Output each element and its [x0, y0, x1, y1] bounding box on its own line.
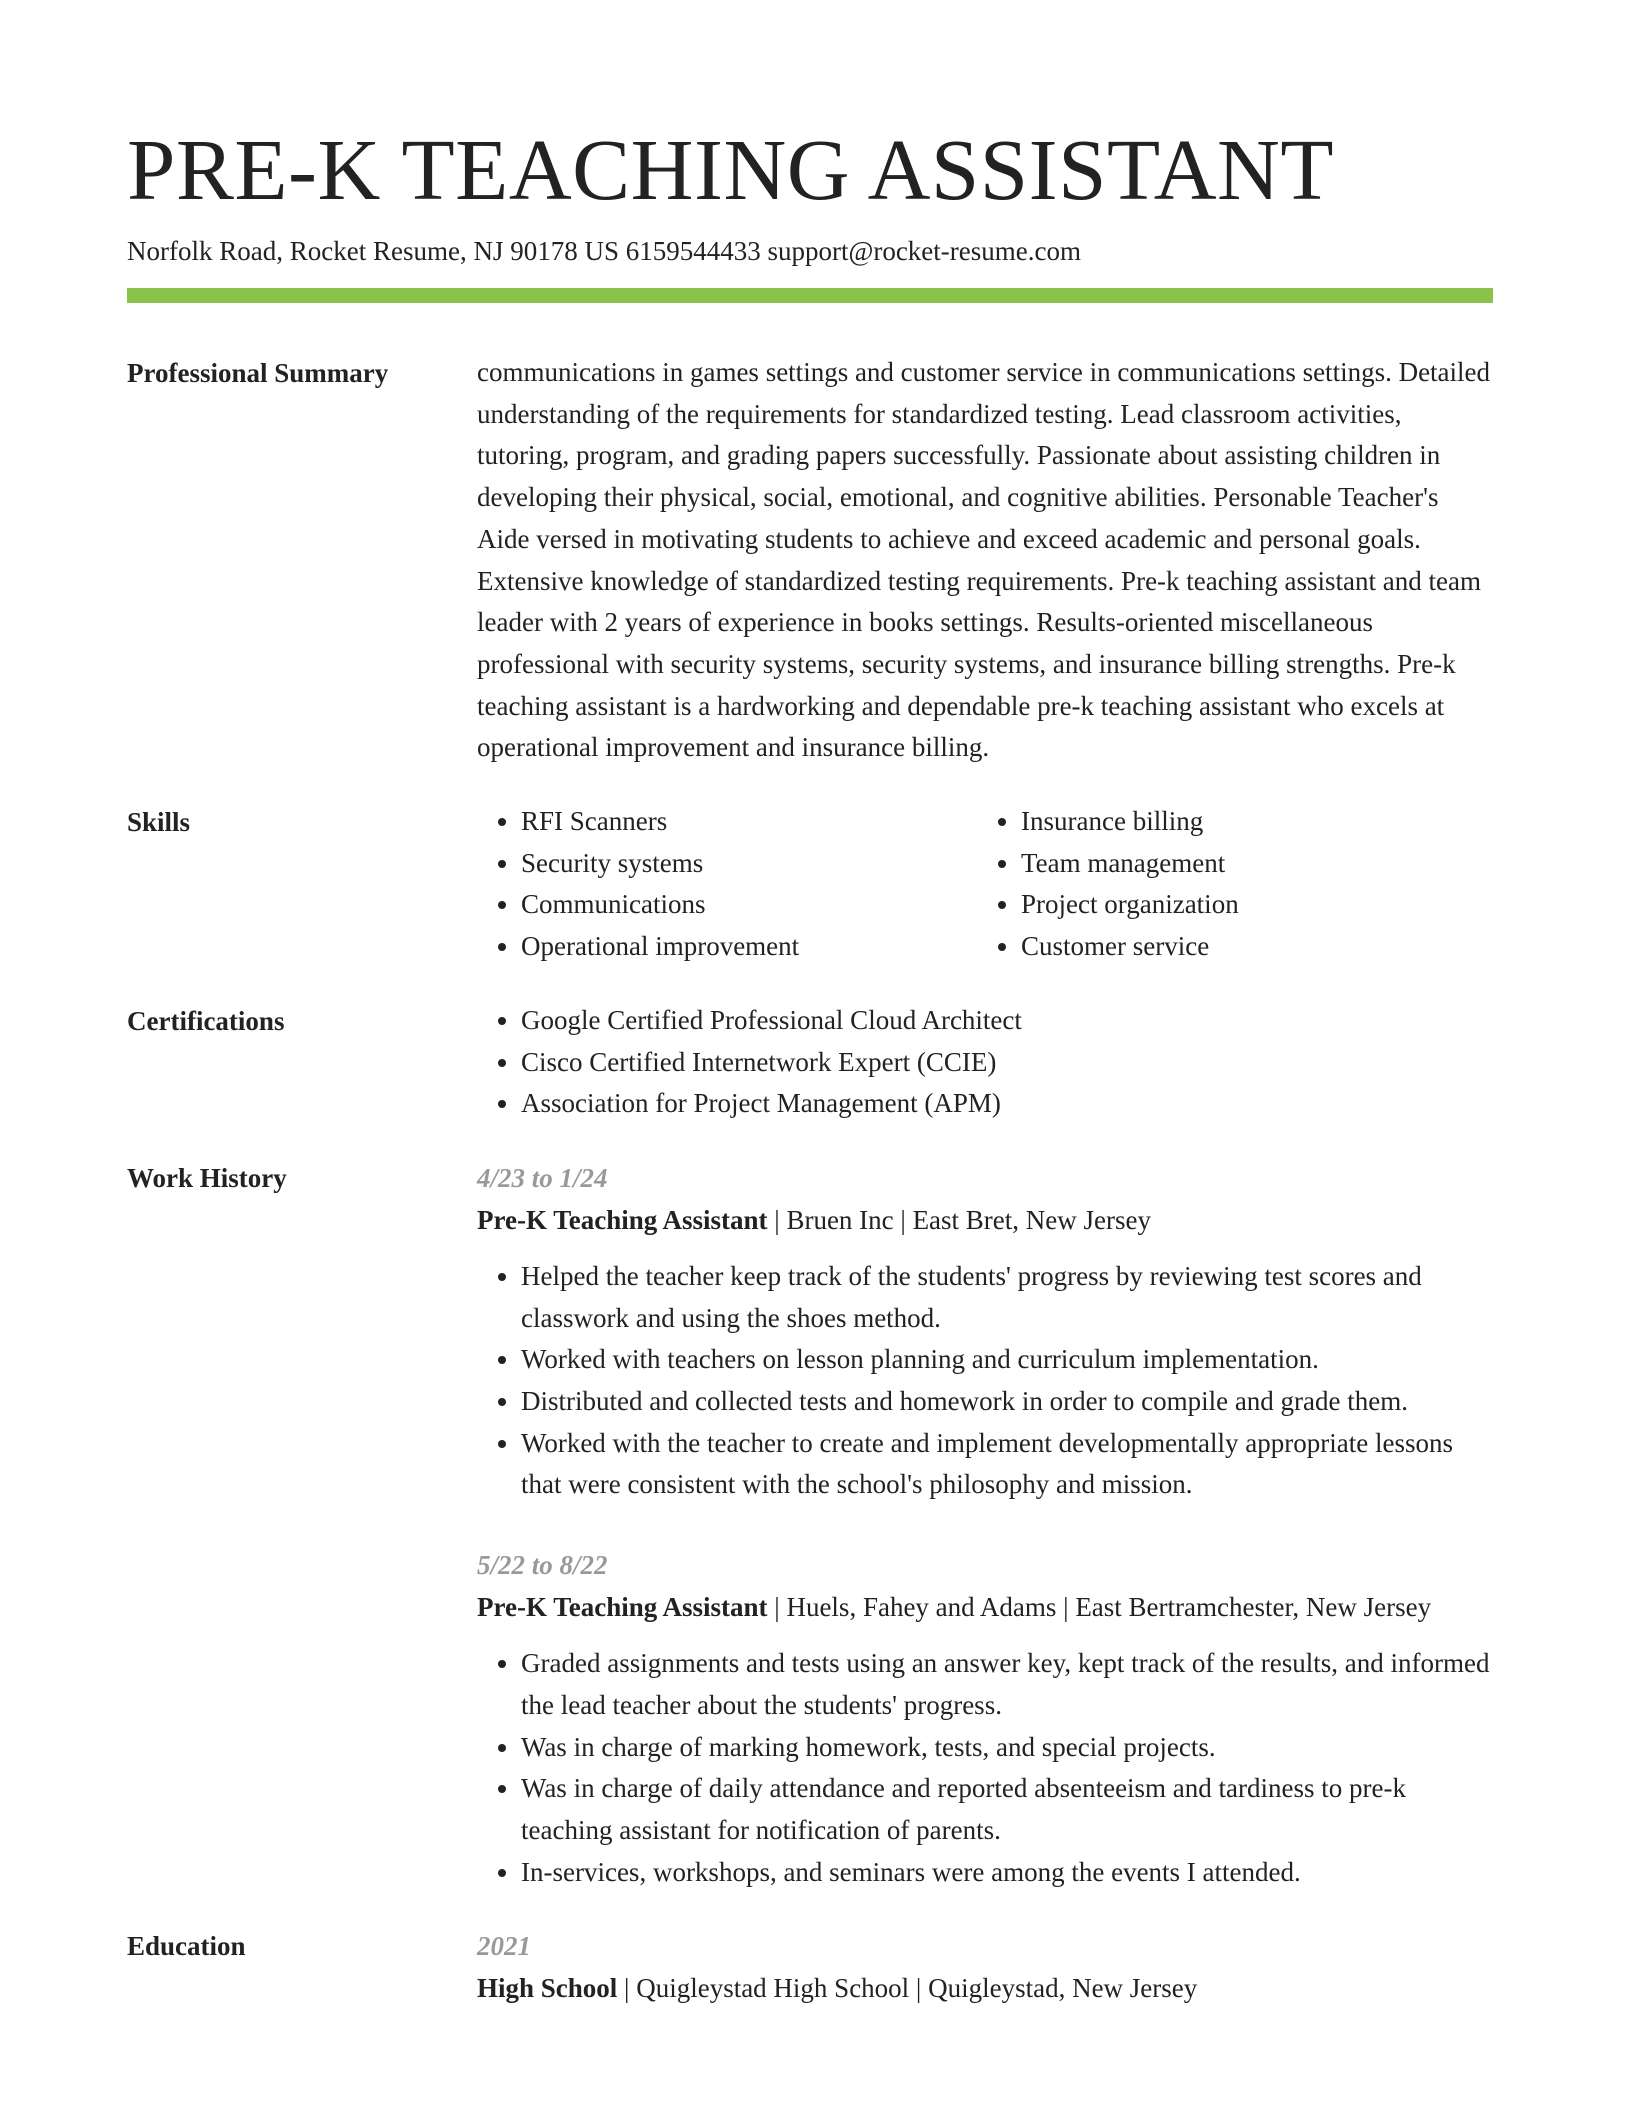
job-bullet: • Was in charge of daily attendance and reported absenteeism and tardiness to pre-k teaching assistant for notification of parents. — [521, 1768, 1493, 1851]
job-bullet: • In-services, workshops, and seminars were among the events I attended. — [521, 1852, 1493, 1894]
skill-item: • Project organization — [1021, 884, 1457, 926]
job-bullet: • Distributed and collected tests and homework in order to compile and grade them. — [521, 1381, 1493, 1423]
certifications-section — [127, 1000, 1493, 1125]
skill-item: • Communications — [521, 884, 977, 926]
job-bullet: • Worked with teachers on lesson planning and curriculum implementation. — [521, 1339, 1493, 1381]
certification-item: • Cisco Certified Internetwork Expert (CCIE) — [521, 1042, 1493, 1084]
job-details: | Huels, Fahey and Adams | East Bertramchester, New Jersey — [767, 1592, 1432, 1623]
certifications-label: Certifications — [127, 1005, 285, 1036]
education-section — [127, 1925, 1493, 2009]
contact-line: Norfolk Road, Rocket Resume, NJ 90178 US 6159544433 support@rocket-resume.com — [127, 236, 1081, 266]
job-details: | Bruen Inc | East Bret, New Jersey — [767, 1204, 1151, 1235]
header-divider — [127, 288, 1493, 303]
certification-item: • Google Certified Professional Cloud Architect — [521, 1000, 1493, 1042]
skill-item: • Security systems — [521, 843, 977, 885]
job-bullet: • Helped the teacher keep track of the students' progress by reviewing test scores and classwork and using the shoes method. — [521, 1256, 1493, 1339]
summary-label: Professional Summary — [127, 358, 389, 388]
skills-list-column-1 — [477, 801, 977, 968]
skill-item: • Customer service — [1021, 926, 1457, 968]
education-degree: High School — [477, 1973, 618, 2004]
job-bullet-list — [477, 1256, 1493, 1506]
job-header — [477, 1199, 1493, 1241]
skill-item: • Operational improvement — [521, 926, 977, 968]
job-entry — [477, 1544, 1493, 1893]
work-history-label: Work History — [127, 1162, 287, 1193]
skill-item: • Insurance billing — [1021, 801, 1457, 843]
education-date: 2021 — [477, 1931, 531, 1962]
skills-list-column-2 — [977, 801, 1457, 968]
job-bullet: • Was in charge of marking homework, tests, and special projects. — [521, 1727, 1493, 1769]
job-bullet-list — [477, 1643, 1493, 1893]
education-label: Education — [127, 1931, 246, 1962]
job-header — [477, 1586, 1493, 1628]
job-dates: 5/22 to 8/22 — [477, 1550, 608, 1581]
skills-label: Skills — [127, 807, 191, 838]
skill-item: • Team management — [1021, 843, 1457, 885]
certifications-list — [477, 1000, 1493, 1125]
job-title: Pre-K Teaching Assistant — [477, 1592, 768, 1623]
summary-section — [127, 352, 1493, 769]
skill-item: • RFI Scanners — [521, 801, 977, 843]
resume-page — [127, 0, 1493, 2009]
job-dates: 4/23 to 1/24 — [477, 1162, 608, 1193]
certification-item: • Association for Project Management (APM) — [521, 1083, 1493, 1125]
job-bullet: • Graded assignments and tests using an answer key, kept track of the results, and informed the lead teacher about the students' progress. — [521, 1643, 1493, 1726]
work-history-section — [127, 1157, 1493, 1893]
skills-section — [127, 801, 1493, 968]
education-header — [477, 1967, 1493, 2009]
job-entry — [477, 1157, 1493, 1506]
job-title: Pre-K Teaching Assistant — [477, 1204, 768, 1235]
job-bullet: • Worked with the teacher to create and implement developmentally appropriate lessons that were consistent with the school's philosophy and mission. — [521, 1423, 1493, 1506]
resume-title: PRE-K TEACHING ASSISTANT — [127, 121, 1335, 218]
education-details: | Quigleystad High School | Quigleystad, New Jersey — [617, 1973, 1198, 2004]
summary-text: communications in games settings and customer service in communications settings. Detailed understanding of the requirements for standardized testing. Lead classroom activities, tutoring, program, and grading papers successfully. Passionate about assisting children in developing their physical, social, emotional, and cognitive abilities. Personable Teacher's Aide versed in motivating students to achieve and exceed academic and personal goals. Extensive knowledge of standardized testing requirements. Pre-k teaching assistant and team leader with 2 years of experience in books settings. Results-oriented miscellaneous professional with security systems, security systems, and insurance billing strengths. Pre-k teaching assistant is a hardworking and dependable pre-k teaching assistant who excels at operational improvement and insurance billing. — [477, 357, 1491, 763]
